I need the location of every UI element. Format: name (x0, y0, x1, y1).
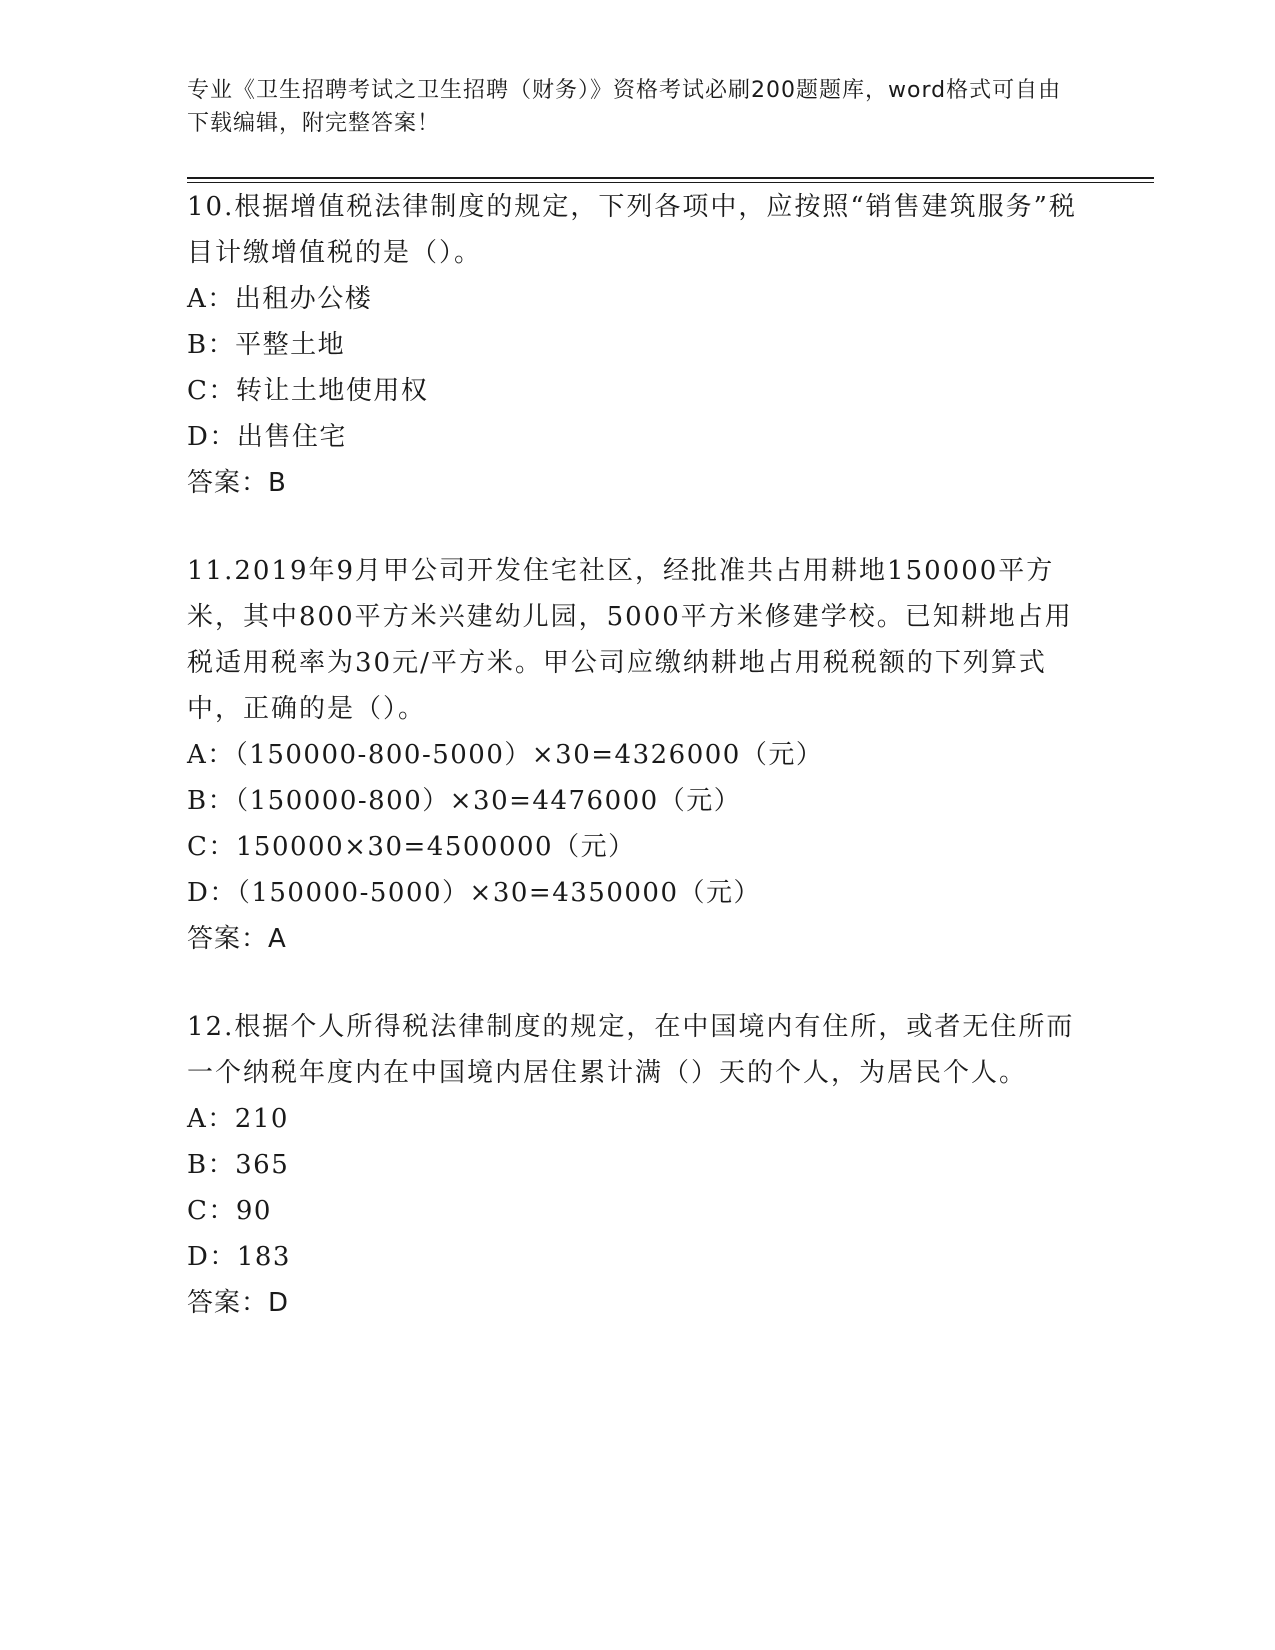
option-b: B：365 (187, 1150, 290, 1180)
option-a: A：210 (187, 1104, 289, 1134)
option-a: A：（150000-800-5000）×30=4326000（元） (187, 740, 824, 770)
question-stem: 12.根据个人所得税法律制度的规定，在中国境内有住所，或者无住所而一个纳税年度内在中国境内居住累计满（）天的个人，为居民个人。 (187, 1012, 1075, 1088)
option-b: B：（150000-800）×30=4476000（元） (187, 786, 742, 816)
header-divider-thick (187, 177, 1154, 179)
question-stem: 11.2019年9月甲公司开发住宅社区，经批准共占用耕地150000平方米，其中800平方米兴建幼儿园，5000平方米修建学校。已知耕地占用税适用税率为30元/平方米。甲公司应缴纳耕地占用税税额的下列算式中，正确的是（）。 (187, 556, 1073, 724)
option-a: A：出租办公楼 (187, 284, 373, 314)
question-stem: 10.根据增值税法律制度的规定，下列各项中，应按照“销售建筑服务”税目计缴增值税的是（）。 (187, 192, 1077, 268)
answer-label: 答案：B (187, 468, 287, 498)
question-12 (187, 1004, 1087, 1326)
option-c: C：150000×30=4500000（元） (187, 832, 636, 862)
option-b: B：平整土地 (187, 330, 346, 360)
answer-label: 答案：D (187, 1288, 290, 1318)
option-c: C：转让土地使用权 (187, 376, 429, 406)
question-11 (187, 548, 1087, 962)
option-d: D：出售住宅 (187, 422, 347, 452)
option-d: D：183 (187, 1242, 291, 1272)
option-c: C：90 (187, 1196, 272, 1226)
option-d: D：（150000-5000）×30=4350000（元） (187, 878, 761, 908)
document-header: 专业《卫生招聘考试之卫生招聘（财务）》资格考试必刷200题题库，word格式可自由下载编辑，附完整答案！ (187, 78, 1062, 136)
question-10 (187, 184, 1087, 506)
answer-label: 答案：A (187, 924, 287, 954)
header-divider-thin (187, 182, 1154, 183)
